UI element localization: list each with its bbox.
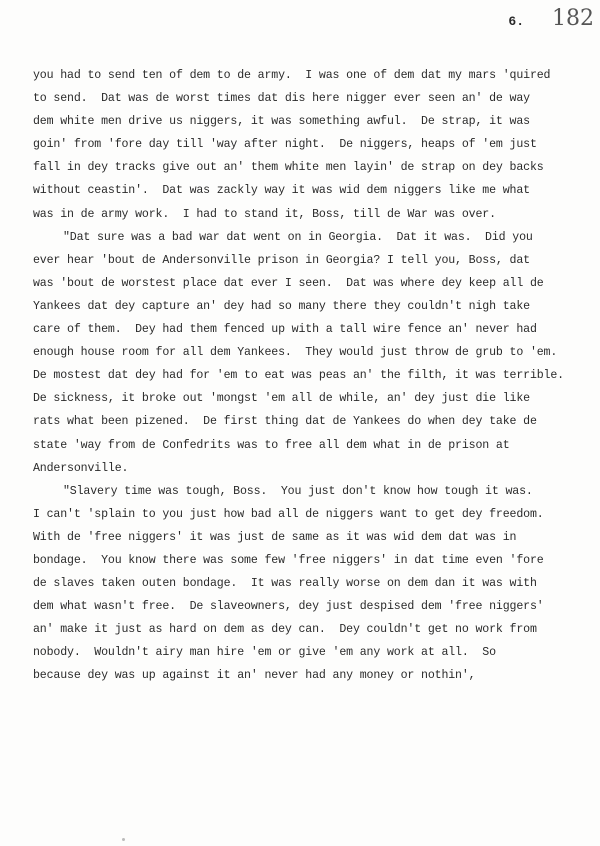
text-line: "Slavery time was tough, Boss. You just don't know how tough it was. xyxy=(63,484,533,498)
text-line: because dey was up against it an' never had any money or nothin', xyxy=(33,669,476,683)
text-line: rats what been pizened. De first thing dat de Yankees do when dey take de xyxy=(33,415,537,429)
text-line: fall in dey tracks give out an' them white men layin' de strap on dey backs xyxy=(33,161,544,175)
text-line: dem what wasn't free. De slaveowners, dey just despised dem 'free niggers' xyxy=(33,600,544,614)
text-line: was 'bout de worstest place dat ever I seen. Dat was where dey keep all de xyxy=(33,276,544,290)
text-line: I can't 'splain to you just how bad all de niggers want to get dey freedom. xyxy=(33,507,544,521)
text-line: De sickness, it broke out 'mongst 'em all de while, an' dey just die like xyxy=(33,392,530,406)
text-line: bondage. You know there was some few 'free niggers' in dat time even 'fore xyxy=(33,553,544,567)
text-line: Yankees dat dey capture an' dey had so many there they couldn't nigh take xyxy=(33,299,530,313)
text-line: was in de army work. I had to stand it, Boss, till de War was over. xyxy=(33,207,496,221)
page-number: 6. xyxy=(508,14,524,29)
text-line: De mostest dat dey had for 'em to eat was peas an' the filth, it was terrible. xyxy=(33,369,564,383)
scan-speck xyxy=(122,838,125,841)
text-line: "Dat sure was a bad war dat went on in Georgia. Dat it was. Did you xyxy=(63,230,533,244)
text-line: goin' from 'fore day till 'way after night. De niggers, heaps of 'em just xyxy=(33,138,537,152)
page-header xyxy=(484,6,594,40)
text-line: you had to send ten of dem to de army. I was one of dem dat my mars 'quired xyxy=(33,69,551,82)
text-line: With de 'free niggers' it was just de same as it was wid dem dat was in xyxy=(33,530,517,544)
text-line: care of them. Dey had them fenced up with a tall wire fence an' never had xyxy=(33,323,537,337)
text-line: de slaves taken outen bondage. It was really worse on dem dan it was with xyxy=(33,577,537,591)
text-line: enough house room for all dem Yankees. They would just throw de grub to 'em. xyxy=(33,346,558,360)
text-line: ever hear 'bout de Andersonville prison in Georgia? I tell you, Boss, dat xyxy=(33,253,530,267)
body-text xyxy=(33,64,593,688)
text-line: to send. Dat was de worst times dat dis here nigger ever seen an' de way xyxy=(33,92,530,106)
text-line: Andersonville. xyxy=(33,461,129,475)
text-line: dem white men drive us niggers, it was something awful. De strap, it was xyxy=(33,115,530,129)
text-line: state 'way from de Confedrits was to free all dem what in de prison at xyxy=(33,438,510,452)
handwritten-page-number: 182 xyxy=(552,6,594,31)
text-line: nobody. Wouldn't airy man hire 'em or give 'em any work at all. So xyxy=(33,646,496,660)
text-line: without ceastin'. Dat was zackly way it was wid dem niggers like me what xyxy=(33,184,530,198)
text-line: an' make it just as hard on dem as dey can. Dey couldn't get no work from xyxy=(33,623,537,637)
